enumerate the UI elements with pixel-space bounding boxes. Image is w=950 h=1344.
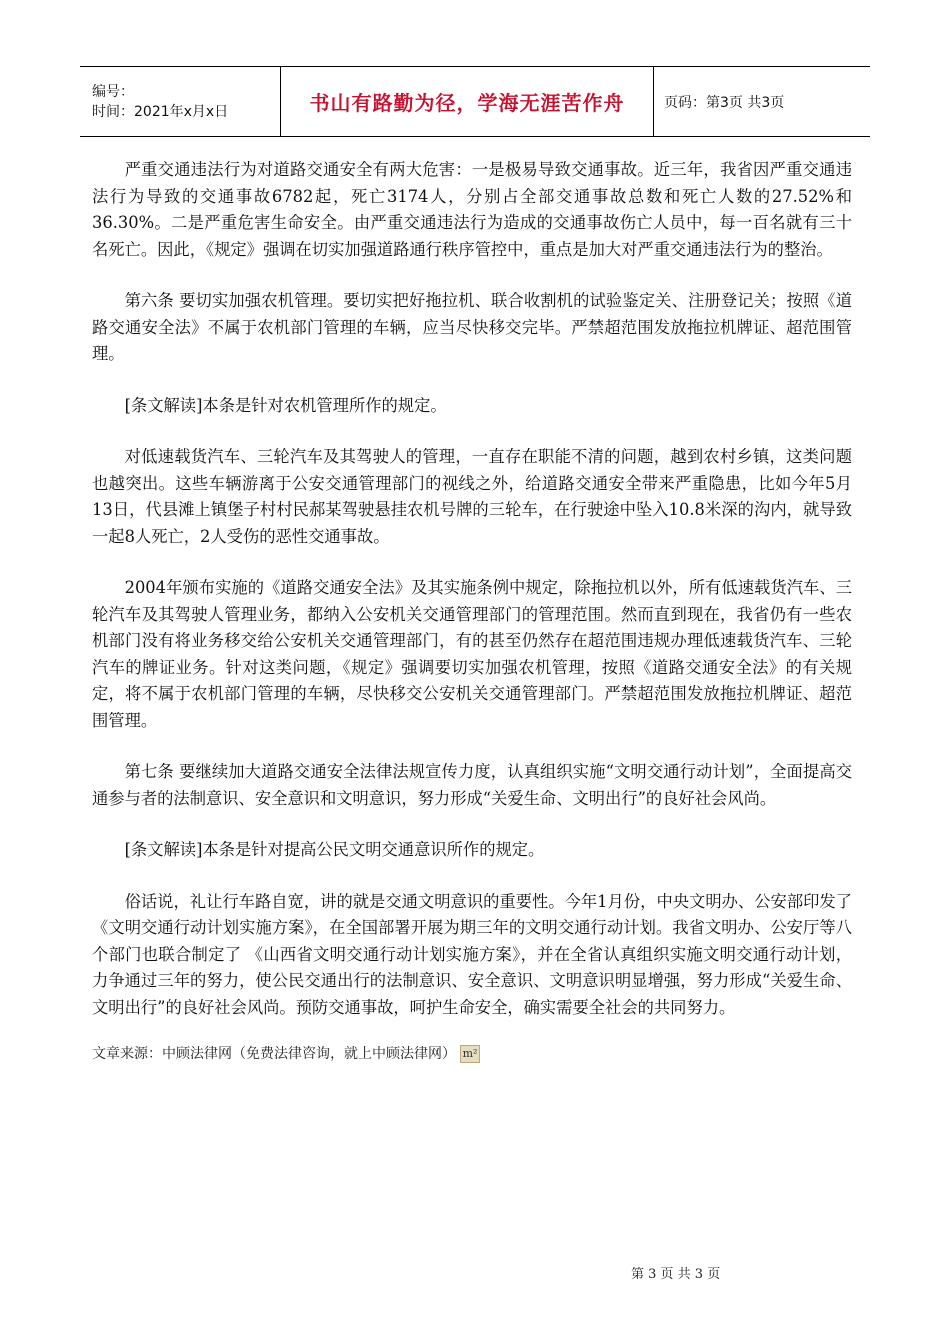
paragraph-article-6: 第六条 要切实加强农机管理。要切实把好拖拉机、联合收割机的试验鉴定关、注册登记关；按照《道路交通安全法》不属于农机部门管理的车辆，应当尽快移交完毕。严禁超范围发放拖拉机牌证、超范围管理。 (92, 291, 852, 363)
paragraph-article-7-interpretation: [条文解读]本条是针对提高公民文明交通意识所作的规定。 (124, 840, 545, 859)
header-page-label: 页码：第3页 共3页 (664, 94, 785, 111)
paragraph-violations: 严重交通违法行为对道路交通安全有两大危害：一是极易导致交通事故。近三年，我省因严重交通违法行为导致的交通事故6782起，死亡3174人，分别占全部交通事故总数和死亡人数的27.52%和36.30%。二是严重危害生命安全。由严重交通违法行为造成的交通事故伤亡人员中，每一百名就有三十名死亡。因此，《规定》强调在切实加强道路通行秩序管控中，重点是加大对严重交通违法行为的整治。 (92, 160, 852, 259)
page-footer: 第 3 页 共 3 页 (631, 1267, 721, 1282)
source-line (92, 1043, 852, 1065)
square-meter-icon: m² (460, 1045, 480, 1063)
header-page-cell (654, 67, 870, 136)
page-header (80, 66, 870, 137)
paragraph-article-6-interpretation: [条文解读]本条是针对农机管理所作的规定。 (124, 395, 447, 415)
header-motto-cell (280, 67, 654, 136)
paragraph-article-7: 第七条 要继续加大道路交通安全法律法规宣传力度，认真组织实施“文明交通行动计划”，全面提高交通参与者的法制意识、安全意识和文明意识，努力形成“关爱生命、文明出行”的良好社会风尚。 (92, 762, 852, 808)
document-number-label: 编号： (92, 83, 134, 100)
paragraph-civilized-traffic: 俗话说，礼让行车路自宽，讲的就是交通文明意识的重要性。今年1月份，中央文明办、公安部印发了《文明交通行动计划实施方案》，在全国部署开展为期三年的文明交通行动计划。我省文明办、公安厅等八个部门也联合制定了 《山西省文明交通行动计划实施方案》，并在全省认真组织实施文明交通行动计划，力争通过三年的努力，使公民交通出行的法制意识、安全意识、文明意识明显增强，努力形成“关爱生命、文明出行”的良好社会风尚。预防交通事故，呵护生命安全，确实需要全社会的共同努力。 (92, 891, 852, 1017)
header-meta (80, 67, 280, 136)
document-date-label: 时间：2021年x月x日 (92, 103, 229, 120)
paragraph-2004-law: 2004年颁布实施的《道路交通安全法》及其实施条例中规定，除拖拉机以外，所有低速载货汽车、三轮汽车及其驾驶人管理业务，都纳入公安机关交通管理部门的管理范围。然而直到现在，我省仍有一些农机部门没有将业务移交给公安机关交通管理部门，有的甚至仍然存在超范围违规办理低速载货汽车、三轮汽车的牌证业务。针对这类问题，《规定》强调要切实加强农机管理，按照《道路交通安全法》的有关规定，将不属于农机部门管理的车辆，尽快移交公安机关交通管理部门。严禁超范围发放拖拉机牌证、超范围管理。 (92, 578, 852, 730)
source-text: 文章来源：中顾法律网（免费法律咨询，就上中顾法律网） (92, 1046, 456, 1062)
header-motto: 书山有路勤为径，学海无涯苦作舟 (309, 91, 625, 115)
paragraph-low-speed-vehicles: 对低速载货汽车、三轮汽车及其驾驶人的管理，一直存在职能不清的问题，越到农村乡镇，这类问题也越突出。这些车辆游离于公安交通管理部门的视线之外，给道路交通安全带来严重隐患，比如今年5月13日，代县滩上镇堡子村村民郝某驾驶悬挂农机号牌的三轮车，在行驶途中坠入10.8米深的沟内，就导致一起8人死亡，2人受伤的恶性交通事故。 (92, 447, 852, 546)
document-body (92, 157, 852, 1065)
